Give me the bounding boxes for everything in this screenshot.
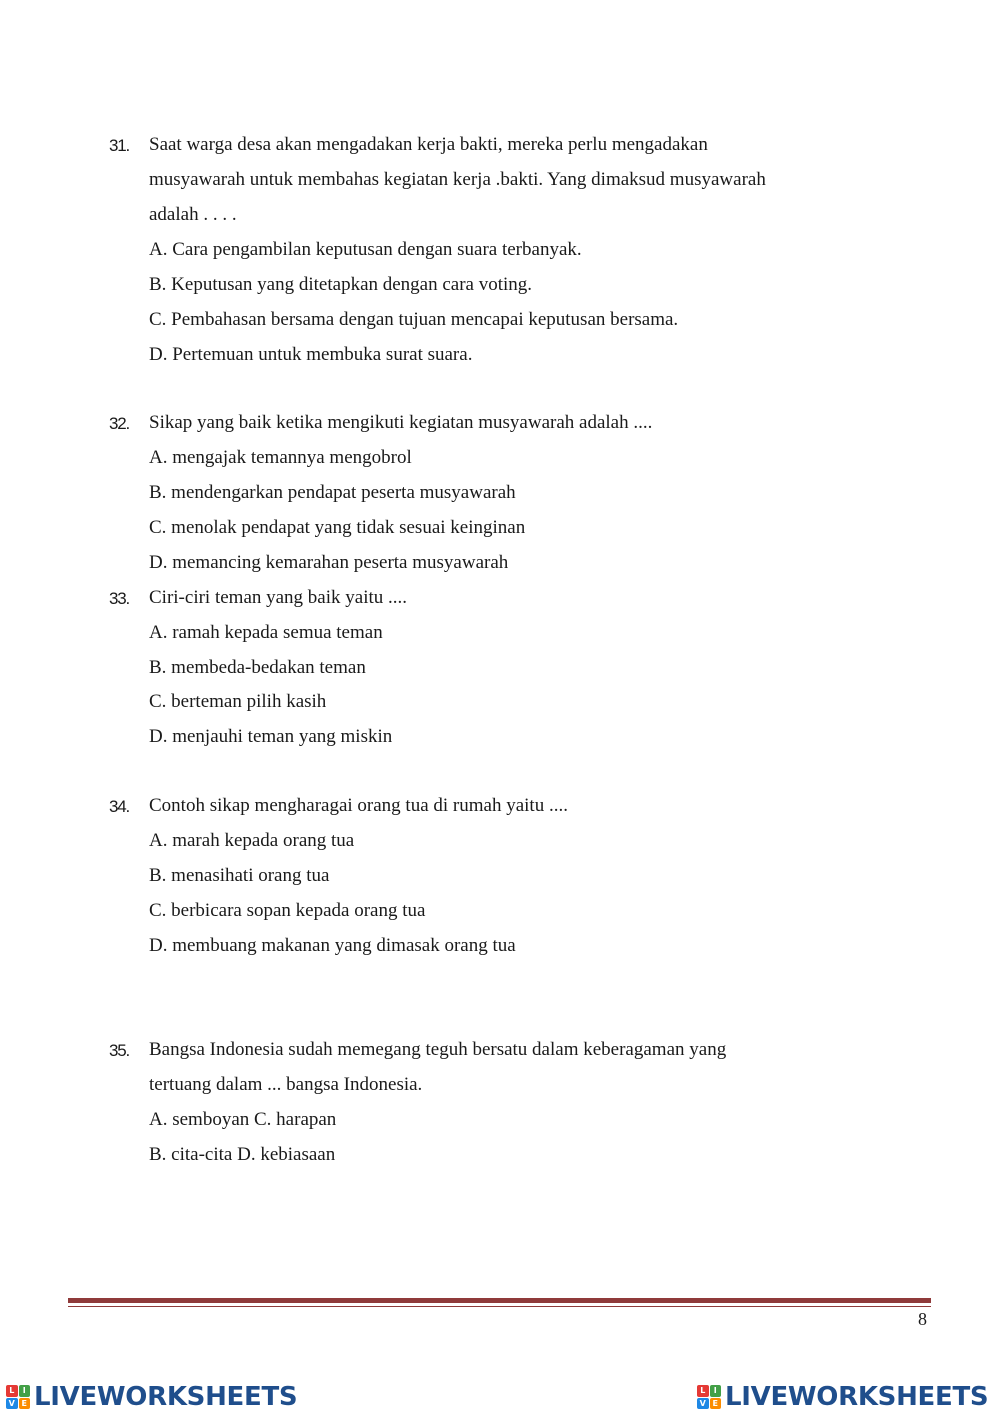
liveworksheets-logo-icon [6,1385,30,1409]
option-a: A. mengajak temannya mengobrol [149,447,412,468]
option-a: A. Cara pengambilan keputusan dengan suara terbanyak. [149,239,582,260]
logo-tile: E [19,1398,31,1410]
question-text-line: adalah . . . . [149,204,237,225]
footer-rule-thick [68,1298,931,1303]
option-c: C. Pembahasan bersama dengan tujuan mencapai keputusan bersama. [149,309,679,330]
question-number: 31. [109,136,130,155]
logo-tile: I [19,1385,31,1397]
option-b: B. menasihati orang tua [149,865,330,886]
option-b: B. membeda-bedakan teman [149,657,366,678]
question-text-line: tertuang dalam ... bangsa Indonesia. [149,1074,423,1095]
brand-watermark-left [6,1380,297,1414]
option-b: B. Keputusan yang ditetapkan dengan cara voting. [149,274,533,295]
question-number: 34. [109,797,130,816]
logo-tile: V [697,1398,709,1410]
logo-tile: E [710,1398,722,1410]
option-c: C. berteman pilih kasih [149,691,327,712]
logo-tile: I [710,1385,722,1397]
option-a: A. ramah kepada semua teman [149,622,383,643]
option-c: C. berbicara sopan kepada orang tua [149,900,426,921]
option-c: C. menolak pendapat yang tidak sesuai keinginan [149,517,526,538]
option-bd: B. cita-cita D. kebiasaan [149,1144,336,1165]
logo-tile: L [697,1385,709,1397]
liveworksheets-logo-icon [697,1385,721,1409]
question-text-line: Ciri-ciri teman yang baik yaitu .... [149,587,408,608]
option-d: D. Pertemuan untuk membuka surat suara. [149,344,473,365]
option-ac: A. semboyan C. harapan [149,1109,337,1130]
footer-rule-thin [68,1306,931,1307]
question-number: 32. [109,414,130,433]
brand-watermark-right [697,1380,988,1414]
option-d: D. membuang makanan yang dimasak orang tua [149,935,516,956]
question-text-line: Saat warga desa akan mengadakan kerja bakti, mereka perlu mengadakan [149,134,708,155]
option-b: B. mendengarkan pendapat peserta musyawarah [149,482,516,503]
page-number: 8 [918,1309,927,1329]
question-number: 33. [109,589,130,608]
option-d: D. memancing kemarahan peserta musyawarah [149,552,509,573]
question-text-line: Bangsa Indonesia sudah memegang teguh bersatu dalam keberagaman yang [149,1039,727,1060]
brand-name: LIVEWORKSHEETS [725,1382,989,1412]
question-text-line: Sikap yang baik ketika mengikuti kegiatan musyawarah adalah .... [149,412,653,433]
option-a: A. marah kepada orang tua [149,830,355,851]
logo-tile: V [6,1398,18,1410]
question-number: 35. [109,1041,130,1060]
question-text-line: Contoh sikap mengharagai orang tua di rumah yaitu .... [149,795,568,816]
brand-name: LIVEWORKSHEETS [34,1382,298,1412]
question-text-line: musyawarah untuk membahas kegiatan kerja .bakti. Yang dimaksud musyawarah [149,169,766,190]
option-d: D. menjauhi teman yang miskin [149,726,393,747]
logo-tile: L [6,1385,18,1397]
